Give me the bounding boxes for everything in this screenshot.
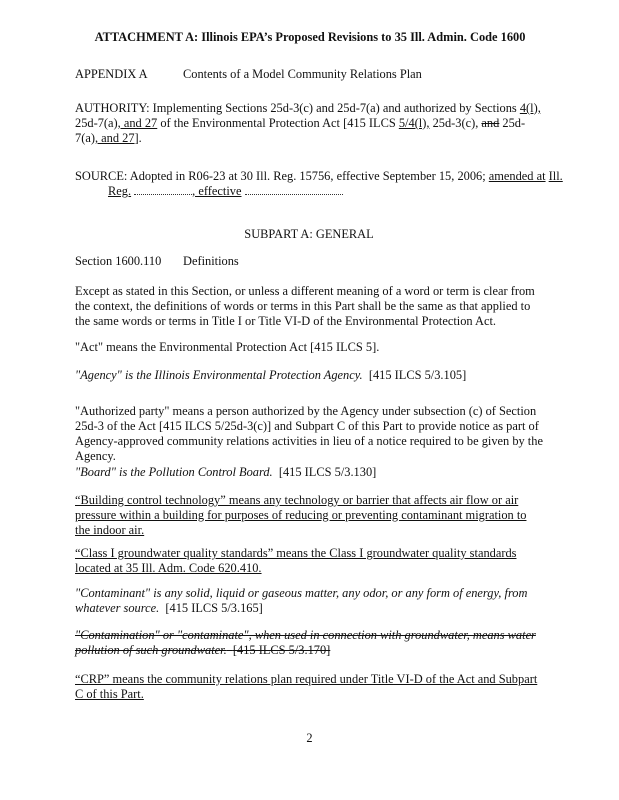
source-insert: amended at — [488, 169, 546, 183]
page-number: 2 — [306, 731, 313, 745]
definition-class-i-standards: “Class I groundwater quality standards” means the Class I groundwater quality standards located at 35 Ill. Adm. Code 620.410. — [75, 546, 517, 575]
blank-line — [245, 184, 343, 195]
authority-insert: 5/4(l), — [398, 116, 430, 130]
definition-act: "Act" means the Environmental Protection Act [415 ILCS 5]. — [75, 340, 380, 354]
attachment-title: ATTACHMENT A: Illinois EPA’s Proposed Revisions to 35 Ill. Admin. Code 1600 — [94, 30, 526, 44]
subpart-heading: SUBPART A: GENERAL — [244, 227, 374, 241]
definition-crp: “CRP” means the community relations plan required under Title VI-D of the Act and Subpart C of this Part. — [75, 672, 538, 701]
intro-paragraph: Except as stated in this Section, or unless a different meaning of a word or term is clear from the context, the definitions of words or terms in this Part shall be the same as that applied to the same words or terms in Title I or Title VI-D of the Environmental Protection Act. — [75, 284, 535, 328]
blank-line — [134, 184, 192, 195]
definition-agency — [75, 368, 543, 383]
authority-insert: , and 27 — [117, 116, 158, 130]
definition-text: "Contamination" or "contaminate", when used in connection with groundwater, means water pollution of such groundwater. — [75, 628, 536, 657]
statute-citation: [415 ILCS 5/3.105] — [368, 368, 467, 382]
definition-contaminant — [75, 586, 543, 616]
statute-citation: [415 ILCS 5/3.130] — [278, 465, 377, 479]
authority-text: 25d-7(a) — [75, 116, 526, 145]
source-text: SOURCE: Adopted in R06-23 at 30 Ill. Reg. 15756, effective September 15, 2006; — [75, 169, 489, 183]
appendix-label: APPENDIX A — [75, 67, 148, 81]
authority-text: of the Environmental Protection Act [415 ILCS — [157, 116, 399, 130]
definition-contamination-deleted — [75, 628, 543, 658]
source-insert: Ill. Reg. — [108, 169, 563, 198]
appendix-title: Contents of a Model Community Relations Plan — [183, 67, 422, 81]
definition-text: "Board" is the Pollution Control Board. — [75, 465, 273, 479]
section-title: Definitions — [183, 254, 239, 268]
authority-insert: 4(l), — [519, 101, 541, 115]
definition-text: "Agency" is the Illinois Environmental Protection Agency. — [75, 368, 363, 382]
definition-text: "Contaminant" is any solid, liquid or gaseous matter, any odor, or any form of energy, from whatever source. — [75, 586, 528, 615]
authority-text: ]. — [134, 131, 142, 145]
authority-text: AUTHORITY: Implementing Sections 25d-3(c) and 25d-7(a) and authorized by Sections — [75, 101, 520, 115]
statute-citation: [415 ILCS 5/3.170] — [232, 643, 331, 657]
authority-text: 25d-7(a) — [75, 116, 118, 130]
section-number: Section 1600.110 — [75, 254, 162, 268]
authority-insert: , and 27 — [94, 131, 135, 145]
definition-board — [75, 465, 543, 480]
authority-deletion: and — [481, 116, 500, 130]
definition-authorized-party: "Authorized party" means a person authorized by the Agency under subsection (c) of Section 25d-3 of the Act [415 ILCS 5/25d-3(c)] and Subpart C of this Part to provide notice as part of Agency-approved community relations activities in lieu of a notice required to be given by the Agency. — [75, 404, 543, 463]
source-paragraph — [75, 169, 576, 199]
authority-text: 25d-3(c), — [429, 116, 482, 130]
source-insert: , effective — [192, 184, 242, 198]
definition-building-control: “Building control technology” means any technology or barrier that affects air flow or air pressure within a building for purposes of reducing or preventing contaminant migration to the indoor air. — [75, 493, 527, 537]
statute-citation: [415 ILCS 5/3.165] — [165, 601, 263, 615]
authority-paragraph — [75, 101, 543, 146]
